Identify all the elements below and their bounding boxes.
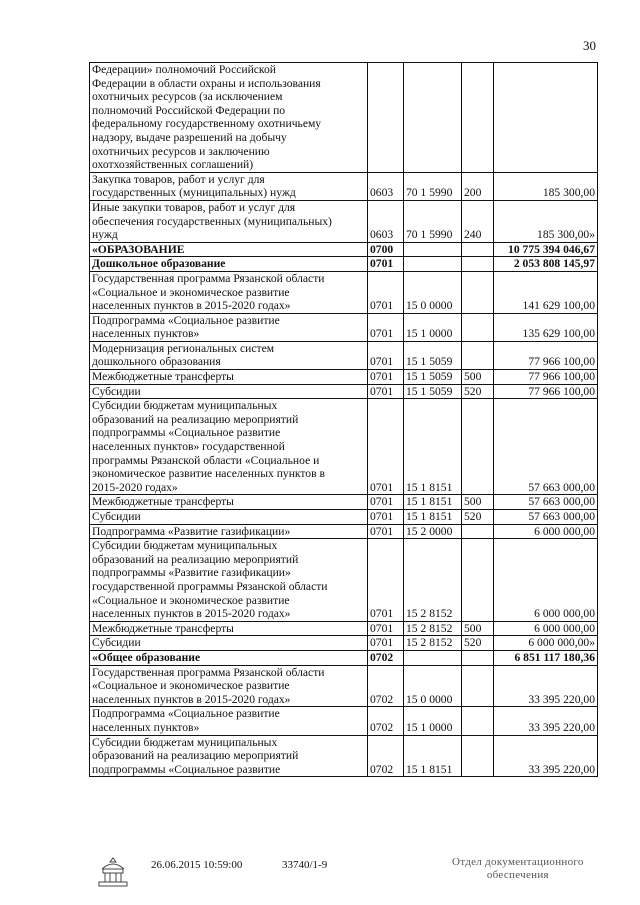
table-row: [90, 707, 598, 735]
print-datetime: 26.06.2015 10:59:00: [151, 859, 243, 871]
table-row: [90, 665, 598, 707]
target-article-code: 70 1 5990: [404, 172, 462, 200]
description-line: образований на реализацию мероприятий: [92, 749, 299, 763]
description-line: 2015-2020 годах»: [92, 480, 178, 494]
section-code: 0603: [368, 172, 404, 200]
table-row: [90, 271, 598, 313]
target-article-code: 15 2 0000: [404, 524, 462, 539]
target-article-code: [404, 63, 462, 173]
description-line: населенных пунктов»: [92, 720, 200, 734]
emblem-icon: [94, 855, 132, 889]
amount: 6 000 000,00: [494, 621, 598, 636]
amount: 185 300,00»: [494, 200, 598, 242]
expense-type-code: 520: [462, 510, 494, 525]
amount: 57 663 000,00: [494, 495, 598, 510]
row-description: [90, 665, 368, 707]
expense-type-code: [462, 539, 494, 622]
page-footer: [0, 857, 640, 897]
amount: 77 966 100,00: [494, 341, 598, 369]
section-code: 0603: [368, 200, 404, 242]
target-article-code: 15 0 0000: [404, 271, 462, 313]
section-code: 0701: [368, 271, 404, 313]
table-row: [90, 510, 598, 525]
description-line: нужд: [92, 228, 118, 242]
description-line: Межбюджетные трансферты: [92, 495, 234, 509]
description-line: Межбюджетные трансферты: [92, 621, 234, 635]
description-line: государственных (муниципальных) нужд: [92, 186, 296, 200]
description-line: Подпрограмма «Развитие газификации»: [92, 524, 291, 538]
expense-type-code: 240: [462, 200, 494, 242]
row-description: [90, 200, 368, 242]
target-article-code: 15 2 8152: [404, 636, 462, 651]
target-article-code: 15 2 8152: [404, 621, 462, 636]
target-article-code: 15 1 0000: [404, 313, 462, 341]
page-number: 30: [583, 38, 596, 53]
section-code: 0701: [368, 621, 404, 636]
description-line: подпрограммы «Социальное развитие: [92, 762, 281, 776]
table-row: [90, 384, 598, 399]
row-description: [90, 539, 368, 622]
amount: 77 966 100,00: [494, 370, 598, 385]
department-stamp-line1: Отдел документационного: [452, 856, 584, 868]
section-code: 0702: [368, 665, 404, 707]
description-line: Подпрограмма «Социальное развитие: [92, 313, 280, 327]
target-article-code: 15 1 5059: [404, 341, 462, 369]
table-row: [90, 539, 598, 622]
section-code: 0701: [368, 313, 404, 341]
amount: 57 663 000,00: [494, 510, 598, 525]
expense-type-code: [462, 63, 494, 173]
amount: 6 851 117 180,36: [494, 650, 598, 665]
expense-type-code: 500: [462, 621, 494, 636]
target-article-code: 15 0 0000: [404, 665, 462, 707]
target-article-code: 15 1 0000: [404, 707, 462, 735]
row-description: [90, 370, 368, 385]
amount: 33 395 220,00: [494, 665, 598, 707]
section-code: 0700: [368, 242, 404, 257]
section-code: 0701: [368, 341, 404, 369]
description-line: подпрограммы «Развитие газификации»: [92, 566, 291, 580]
description-line: Закупка товаров, работ и услуг для: [92, 172, 265, 186]
row-description: [90, 384, 368, 399]
description-line: «Общее образование: [92, 650, 201, 664]
description-line: Государственная программа Рязанской области: [92, 665, 325, 679]
target-article-code: [404, 650, 462, 665]
table-row: [90, 200, 598, 242]
row-description: [90, 313, 368, 341]
amount: 10 775 394 046,67: [494, 242, 598, 257]
amount: [494, 63, 598, 173]
description-line: «Социальное и экономическое развитие: [92, 285, 290, 299]
expense-type-code: [462, 341, 494, 369]
amount: 57 663 000,00: [494, 399, 598, 495]
expense-type-code: [462, 399, 494, 495]
section-code: 0702: [368, 650, 404, 665]
row-description: [90, 707, 368, 735]
expense-type-code: 500: [462, 495, 494, 510]
description-line: населенных пунктов в 2015-2020 годах»: [92, 692, 291, 706]
target-article-code: 15 1 8151: [404, 495, 462, 510]
amount: 33 395 220,00: [494, 707, 598, 735]
row-description: [90, 524, 368, 539]
row-description: [90, 495, 368, 510]
target-article-code: [404, 242, 462, 257]
description-line: Федерации» полномочий Российской: [92, 63, 276, 76]
table-row: [90, 636, 598, 651]
budget-table-body: [90, 63, 598, 777]
description-line: обеспечения государственных (муниципальных): [92, 214, 332, 228]
row-description: [90, 341, 368, 369]
description-line: Межбюджетные трансферты: [92, 370, 234, 384]
amount: 2 053 808 145,97: [494, 257, 598, 272]
amount: 135 629 100,00: [494, 313, 598, 341]
amount: 33 395 220,00: [494, 735, 598, 777]
expense-type-code: [462, 313, 494, 341]
row-description: [90, 636, 368, 651]
expense-type-code: [462, 735, 494, 777]
target-article-code: 15 1 5059: [404, 384, 462, 399]
section-code: [368, 63, 404, 173]
row-description: [90, 172, 368, 200]
expense-type-code: [462, 524, 494, 539]
description-line: населенных пунктов»: [92, 327, 200, 341]
section-code: 0701: [368, 510, 404, 525]
amount: 6 000 000,00»: [494, 636, 598, 651]
description-line: экономическое развитие населенных пунктов в: [92, 467, 325, 481]
section-code: 0701: [368, 495, 404, 510]
section-code: 0701: [368, 539, 404, 622]
expense-type-code: [462, 271, 494, 313]
expense-type-code: [462, 707, 494, 735]
row-description: [90, 257, 368, 272]
table-row: [90, 242, 598, 257]
row-description: [90, 399, 368, 495]
description-line: населенных пунктов в 2015-2020 годах»: [92, 299, 291, 313]
table-row: [90, 650, 598, 665]
expense-type-code: [462, 257, 494, 272]
expense-type-code: 500: [462, 370, 494, 385]
description-line: государственной программы Рязанской области: [92, 579, 328, 593]
expense-type-code: 520: [462, 636, 494, 651]
target-article-code: [404, 257, 462, 272]
department-stamp-line2: обеспечения: [486, 869, 549, 881]
expense-type-code: 520: [462, 384, 494, 399]
target-article-code: 15 1 8151: [404, 399, 462, 495]
section-code: 0701: [368, 257, 404, 272]
section-code: 0702: [368, 707, 404, 735]
table-row: [90, 524, 598, 539]
table-row: [90, 341, 598, 369]
expense-type-code: [462, 665, 494, 707]
description-line: «ОБРАЗОВАНИЕ: [92, 242, 185, 256]
table-row: [90, 257, 598, 272]
description-line: Дошкольное образование: [92, 257, 226, 271]
department-stamp: [452, 856, 584, 882]
description-line: Субсидии бюджетам муниципальных: [92, 735, 278, 749]
description-line: «Социальное и экономическое развитие: [92, 593, 290, 607]
budget-table: [89, 62, 598, 777]
table-row: [90, 63, 598, 173]
description-line: Субсидии: [92, 510, 141, 523]
table-row: [90, 399, 598, 495]
section-code: 0701: [368, 524, 404, 539]
expense-type-code: [462, 242, 494, 257]
description-line: дошкольного образования: [92, 355, 221, 369]
description-line: Субсидии: [92, 384, 141, 398]
row-description: [90, 650, 368, 665]
description-line: программы Рязанской области «Социальное и: [92, 453, 320, 467]
section-code: 0702: [368, 735, 404, 777]
description-line: образований на реализацию мероприятий: [92, 552, 299, 566]
table-row: [90, 172, 598, 200]
description-line: подпрограммы «Социальное развитие: [92, 426, 281, 440]
section-code: 0701: [368, 399, 404, 495]
row-description: [90, 621, 368, 636]
section-code: 0701: [368, 370, 404, 385]
description-line: Государственная программа Рязанской области: [92, 271, 325, 285]
description-line: Иные закупки товаров, работ и услуг для: [92, 200, 296, 214]
table-row: [90, 495, 598, 510]
description-line: Подпрограмма «Социальное развитие: [92, 707, 280, 721]
description-line: Субсидии: [92, 636, 141, 650]
description-line: «Социальное и экономическое развитие: [92, 679, 290, 693]
expense-type-code: [462, 650, 494, 665]
description-line: Модернизация региональных систем: [92, 341, 275, 355]
amount: 77 966 100,00: [494, 384, 598, 399]
row-description: [90, 63, 368, 173]
row-description: [90, 510, 368, 525]
table-row: [90, 313, 598, 341]
amount: 141 629 100,00: [494, 271, 598, 313]
target-article-code: 15 1 5059: [404, 370, 462, 385]
description-line: охотхозяйственных соглашений): [92, 158, 254, 172]
description-line: населенных пунктов» государственной: [92, 440, 285, 454]
target-article-code: 15 1 8151: [404, 735, 462, 777]
table-row: [90, 370, 598, 385]
description-line: Федерации в области охраны и использования: [92, 76, 321, 90]
description-line: федеральному государственному охотничьему: [92, 117, 322, 131]
expense-type-code: 200: [462, 172, 494, 200]
row-description: [90, 735, 368, 777]
description-line: Субсидии бюджетам муниципальных: [92, 539, 278, 553]
table-row: [90, 621, 598, 636]
document-code: 33740/1-9: [282, 859, 328, 871]
target-article-code: 15 2 8152: [404, 539, 462, 622]
description-line: населенных пунктов в 2015-2020 годах»: [92, 607, 291, 621]
description-line: надзору, выдаче разрешений на добычу: [92, 130, 287, 144]
section-code: 0701: [368, 384, 404, 399]
target-article-code: 15 1 8151: [404, 510, 462, 525]
row-description: [90, 271, 368, 313]
amount: 6 000 000,00: [494, 524, 598, 539]
description-line: Субсидии бюджетам муниципальных: [92, 399, 278, 413]
section-code: 0701: [368, 636, 404, 651]
row-description: [90, 242, 368, 257]
description-line: охотничьих ресурсов и заключению: [92, 144, 270, 158]
description-line: охотничьих ресурсов (за исключением: [92, 90, 283, 104]
target-article-code: 70 1 5990: [404, 200, 462, 242]
amount: 185 300,00: [494, 172, 598, 200]
amount: 6 000 000,00: [494, 539, 598, 622]
table-row: [90, 735, 598, 777]
description-line: полномочий Российской Федерации по: [92, 103, 286, 117]
description-line: образований на реализацию мероприятий: [92, 412, 299, 426]
